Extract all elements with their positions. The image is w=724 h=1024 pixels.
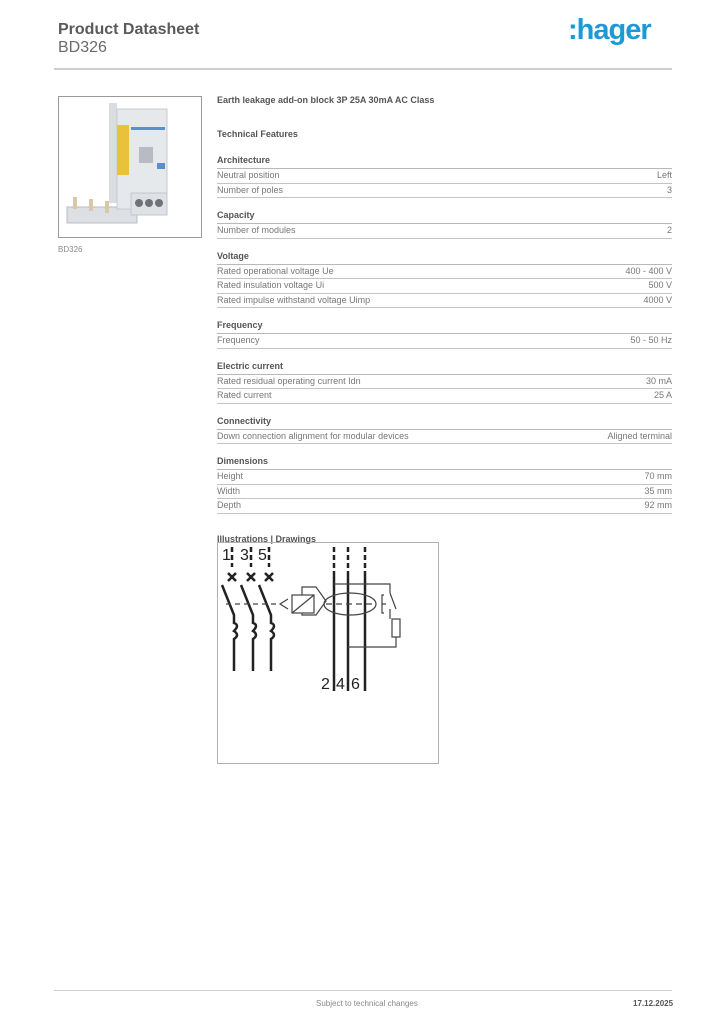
spec-value: 92 mm [644, 500, 672, 510]
spec-label: Rated residual operating current Idn [217, 375, 361, 386]
terminal-label: 3 [240, 547, 249, 564]
group-title: Architecture [217, 155, 672, 169]
spec-label: Number of modules [217, 225, 296, 235]
spec-label: Width [217, 485, 241, 496]
product-code: BD326 [58, 39, 107, 56]
group-title: Voltage [217, 251, 672, 265]
spec-label: Rated insulation voltage Ui [217, 280, 325, 290]
spec-label: Rated current [217, 390, 272, 400]
spec-label: Rated operational voltage Ue [217, 265, 334, 276]
group-title: Electric current [217, 361, 672, 375]
spec-row [217, 265, 672, 280]
footer-note: Subject to technical changes [316, 999, 418, 1008]
illustrations-heading: Illustrations | Drawings [217, 533, 317, 544]
spec-label: Down connection alignment for modular devices [217, 430, 409, 441]
spec-label: Height [217, 471, 244, 481]
group-dimensions [217, 456, 672, 514]
main-content [217, 95, 672, 544]
terminal-label: 1 [222, 547, 231, 564]
brand-logo: :hager [568, 14, 651, 46]
product-image-caption: BD326 [58, 245, 83, 254]
spec-row [217, 485, 672, 500]
product-title: Earth leakage add-on block 3P 25A 30mA AC Class [217, 95, 435, 105]
terminal-label: 4 [336, 676, 345, 693]
spec-row [217, 169, 672, 184]
technical-features-heading: Technical Features [217, 129, 298, 139]
spec-row [217, 499, 672, 514]
spec-row [217, 294, 672, 309]
terminal-label: 2 [321, 676, 330, 693]
spec-row [217, 279, 672, 294]
group-connectivity [217, 416, 672, 445]
group-architecture [217, 155, 672, 198]
spec-value: Left [656, 170, 672, 180]
spec-value: 2 [666, 225, 672, 235]
terminal-label: 5 [258, 547, 267, 564]
spec-row [217, 389, 672, 404]
page-title: Product Datasheet [58, 21, 200, 38]
spec-value: 500 V [648, 280, 672, 290]
group-frequency [217, 320, 672, 349]
product-image [58, 96, 202, 238]
group-capacity [217, 210, 672, 239]
spec-value: 70 mm [644, 471, 672, 481]
product-photo-icon [59, 97, 201, 237]
spec-label: Rated impulse withstand voltage Uimp [217, 294, 371, 305]
spec-value: 3 [666, 184, 672, 195]
footer-date: 17.12.2025 [633, 999, 674, 1008]
spec-row [217, 184, 672, 199]
spec-label: Depth [217, 500, 242, 510]
wiring-diagram [217, 542, 439, 764]
group-title: Capacity [217, 210, 672, 224]
group-title: Frequency [217, 320, 672, 334]
footer-divider [54, 990, 672, 991]
spec-row [217, 224, 672, 239]
spec-label: Number of poles [217, 184, 284, 195]
spec-value: 4000 V [643, 294, 672, 305]
spec-row [217, 430, 672, 445]
spec-value: 30 mA [645, 375, 672, 386]
spec-row [217, 334, 672, 349]
header-divider [54, 68, 672, 70]
spec-value: Aligned terminal [607, 430, 672, 441]
spec-row [217, 470, 672, 485]
spec-label: Neutral position [217, 170, 280, 180]
group-title: Connectivity [217, 416, 672, 430]
terminal-label: 6 [351, 676, 360, 693]
spec-value: 35 mm [644, 485, 672, 496]
circuit-diagram-icon [218, 543, 438, 763]
group-voltage [217, 251, 672, 309]
group-electric-current [217, 361, 672, 404]
spec-row [217, 375, 672, 390]
spec-value: 400 - 400 V [625, 265, 672, 276]
group-title: Dimensions [217, 456, 672, 470]
spec-value: 50 - 50 Hz [630, 335, 672, 345]
spec-label: Frequency [217, 335, 260, 345]
spec-value: 25 A [653, 390, 672, 400]
